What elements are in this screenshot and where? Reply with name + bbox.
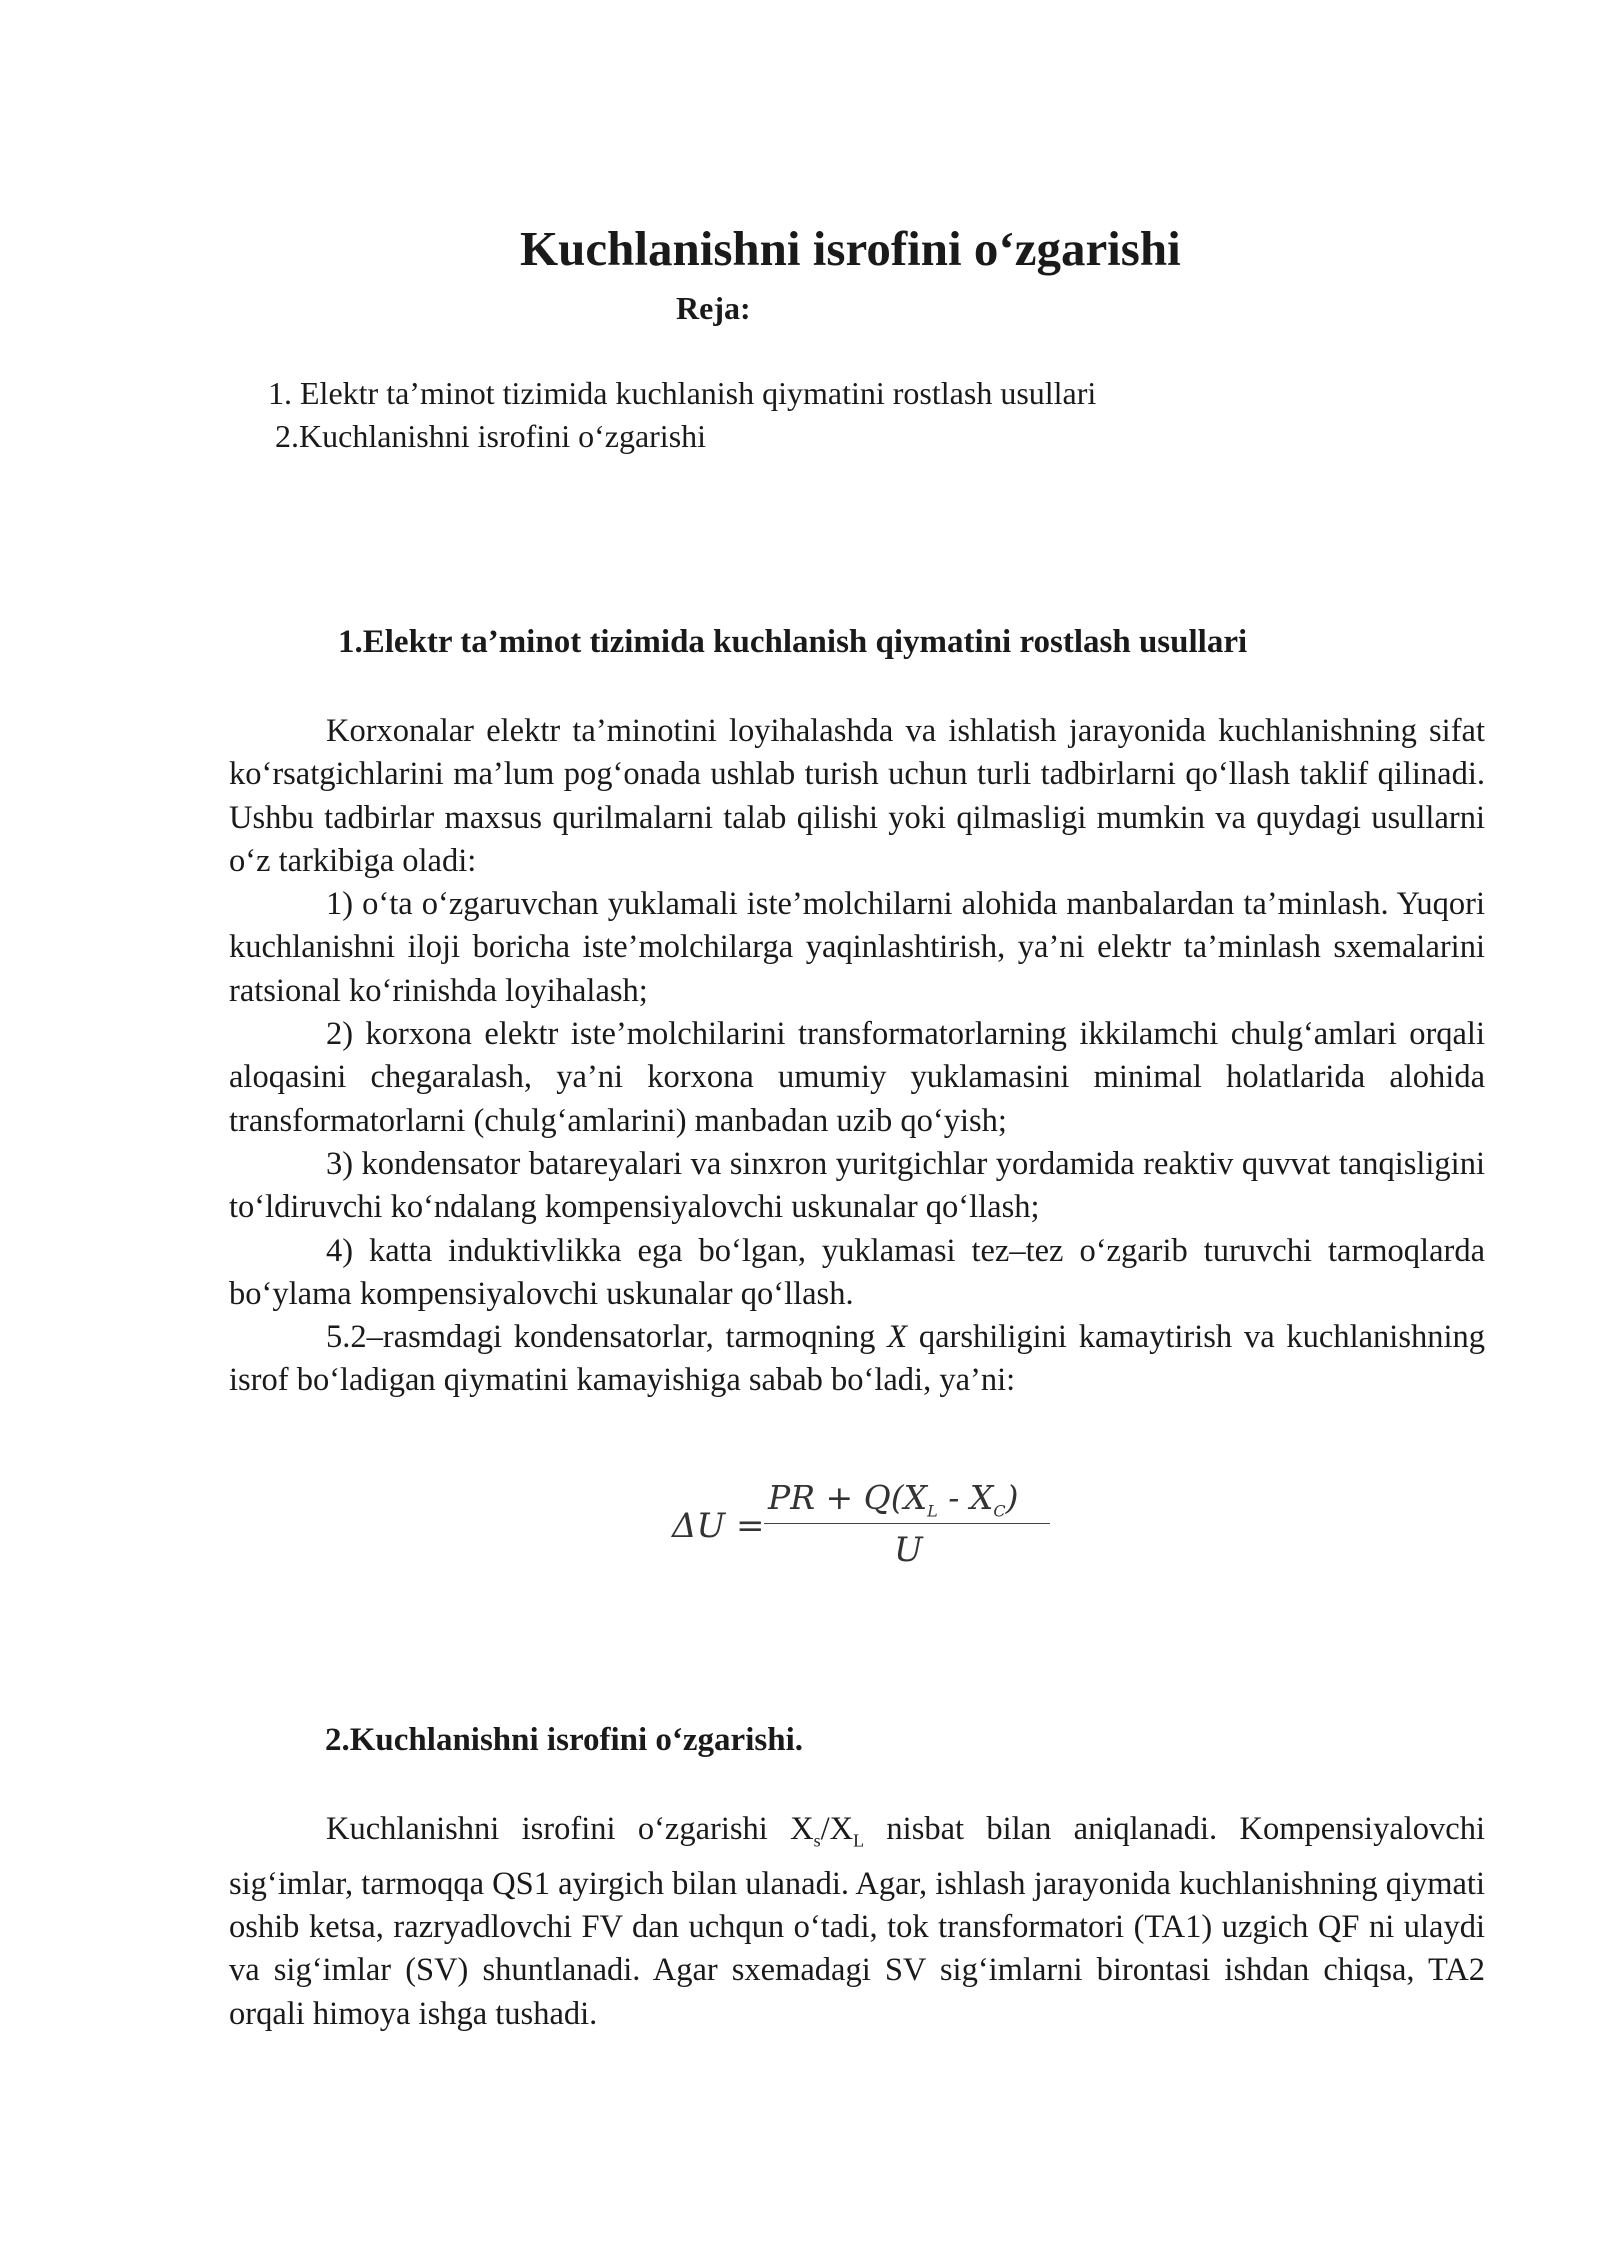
s2-text-b: nisbat bilan aniqlanadi. Kompensiyalovchi sig‘imlar, tarmoqqa QS1 ayirgich bilan ulanadi. Agar, ishlash jarayonida kuchlanishning qiymati oshib ketsa, razryadlovchi FV dan uchqun o‘tadi, tok transformatori (TA1) uzgich QF ni ulaydi va sig‘imlar (SV) shuntlanadi. Agar sxemadagi SV sig‘imlarni birontasi ishdan chiqsa, TA2 orqali himoya ishga tushadi. (229, 1811, 1485, 2032)
paragraph-5-2 (229, 1316, 1485, 1403)
fraction-bar (764, 1523, 1050, 1524)
formula-close: ) (1005, 1478, 1019, 1517)
s2-text-mid: /X (820, 1811, 854, 1847)
section-2-body (229, 1808, 1485, 2036)
section-2-paragraph (229, 1808, 1485, 2036)
plan-item-1: 1. Elektr ta’minot tizimida kuchlanish qiymatini rostlash usullari (268, 375, 1097, 411)
plan-list (268, 372, 1096, 458)
plan-item-2: 2.Kuchlanishni isrofini o‘zgarishi (275, 418, 707, 454)
s2-sub-l: L (853, 1830, 865, 1851)
paragraph-item-1: 1) o‘ta o‘zgaruvchan yuklamali iste’molchilarni alohida manbalardan ta’minlash. Yuqori kuchlanishni iloji boricha iste’molchilarga yaqinlashtirish, ya’ni elektr ta’minlash sxemalarini ratsional ko‘rinishda loyihalash; (229, 886, 1485, 1009)
formula-sub-c: C (993, 1501, 1006, 1521)
paragraph-item-4: 4) katta induktivlikka ega bo‘lgan, yuklamasi tez–tez o‘zgarib turuvchi tarmoqlarda bo‘ylama kompensiyalovchi uskunalar qo‘llash. (229, 1232, 1485, 1312)
voltage-loss-formula (672, 1478, 1052, 1578)
paragraph-5-2-text-b: qarshiligini kamaytirish va kuchlanishning isrof bo‘ladigan qiymatini kamayishiga sabab bo‘ladi, ya’ni: (229, 1319, 1486, 1399)
plan-label: Reja: (676, 290, 751, 326)
paragraph-item-2: 2) korxona elektr iste’molchilarini transformatorlarning ikkilamchi chulg‘amlari orqali aloqasini chegaralash, ya’ni korxona umumiy yuklamasini minimal holatlarida alohida transformatorlarni (chulg‘amlarini) manbadan uzib qo‘yish; (229, 1016, 1485, 1139)
s2-sub-s: s (813, 1830, 821, 1851)
formula-num-main: PR + Q(X (768, 1478, 928, 1517)
document-title: Kuchlanishni isrofini o‘zgarishi (520, 221, 1181, 276)
section-1-body (229, 710, 1485, 1403)
formula-sub-l: L (927, 1501, 938, 1521)
paragraph-5-2-text-a: 5.2–rasmdagi kondensatorlar, tarmoqning (326, 1319, 888, 1356)
formula-minus: - X (937, 1478, 994, 1517)
formula-numerator (768, 1478, 1018, 1521)
paragraph-item-3: 3) kondensator batareyalari va sinxron yuritgichlar yordamida reaktiv quvvat tanqisligini to‘ldiruvchi ko‘ndalang kompensiyalovchi uskunalar qo‘llash; (229, 1145, 1485, 1226)
variable-x: X (887, 1319, 908, 1356)
paragraph-intro: Korxonalar elektr ta’minotini loyihalashda va ishlatish jarayonida kuchlanishning sifat ko‘rsatgichlarini ma’lum pog‘onada ushlab turish uchun turli tadbirlarni qo‘llash taklif qilinadi. Ushbu tadbirlar maxsus qurilmalarni talab qilishi yoki qilmasligi mumkin va quydagi usullarni o‘z tarkibiga oladi: (229, 713, 1485, 879)
section-2-heading: 2.Kuchlanishni isrofini o‘zgarishi. (325, 1722, 803, 1758)
section-1-heading: 1.Elektr ta’minot tizimida kuchlanish qiymatini rostlash usullari (338, 624, 1248, 660)
formula-denominator: U (894, 1530, 923, 1570)
s2-text-a: Kuchlanishni isrofini o‘zgarishi X (326, 1811, 814, 1847)
formula-lhs: ΔU = (672, 1506, 765, 1546)
